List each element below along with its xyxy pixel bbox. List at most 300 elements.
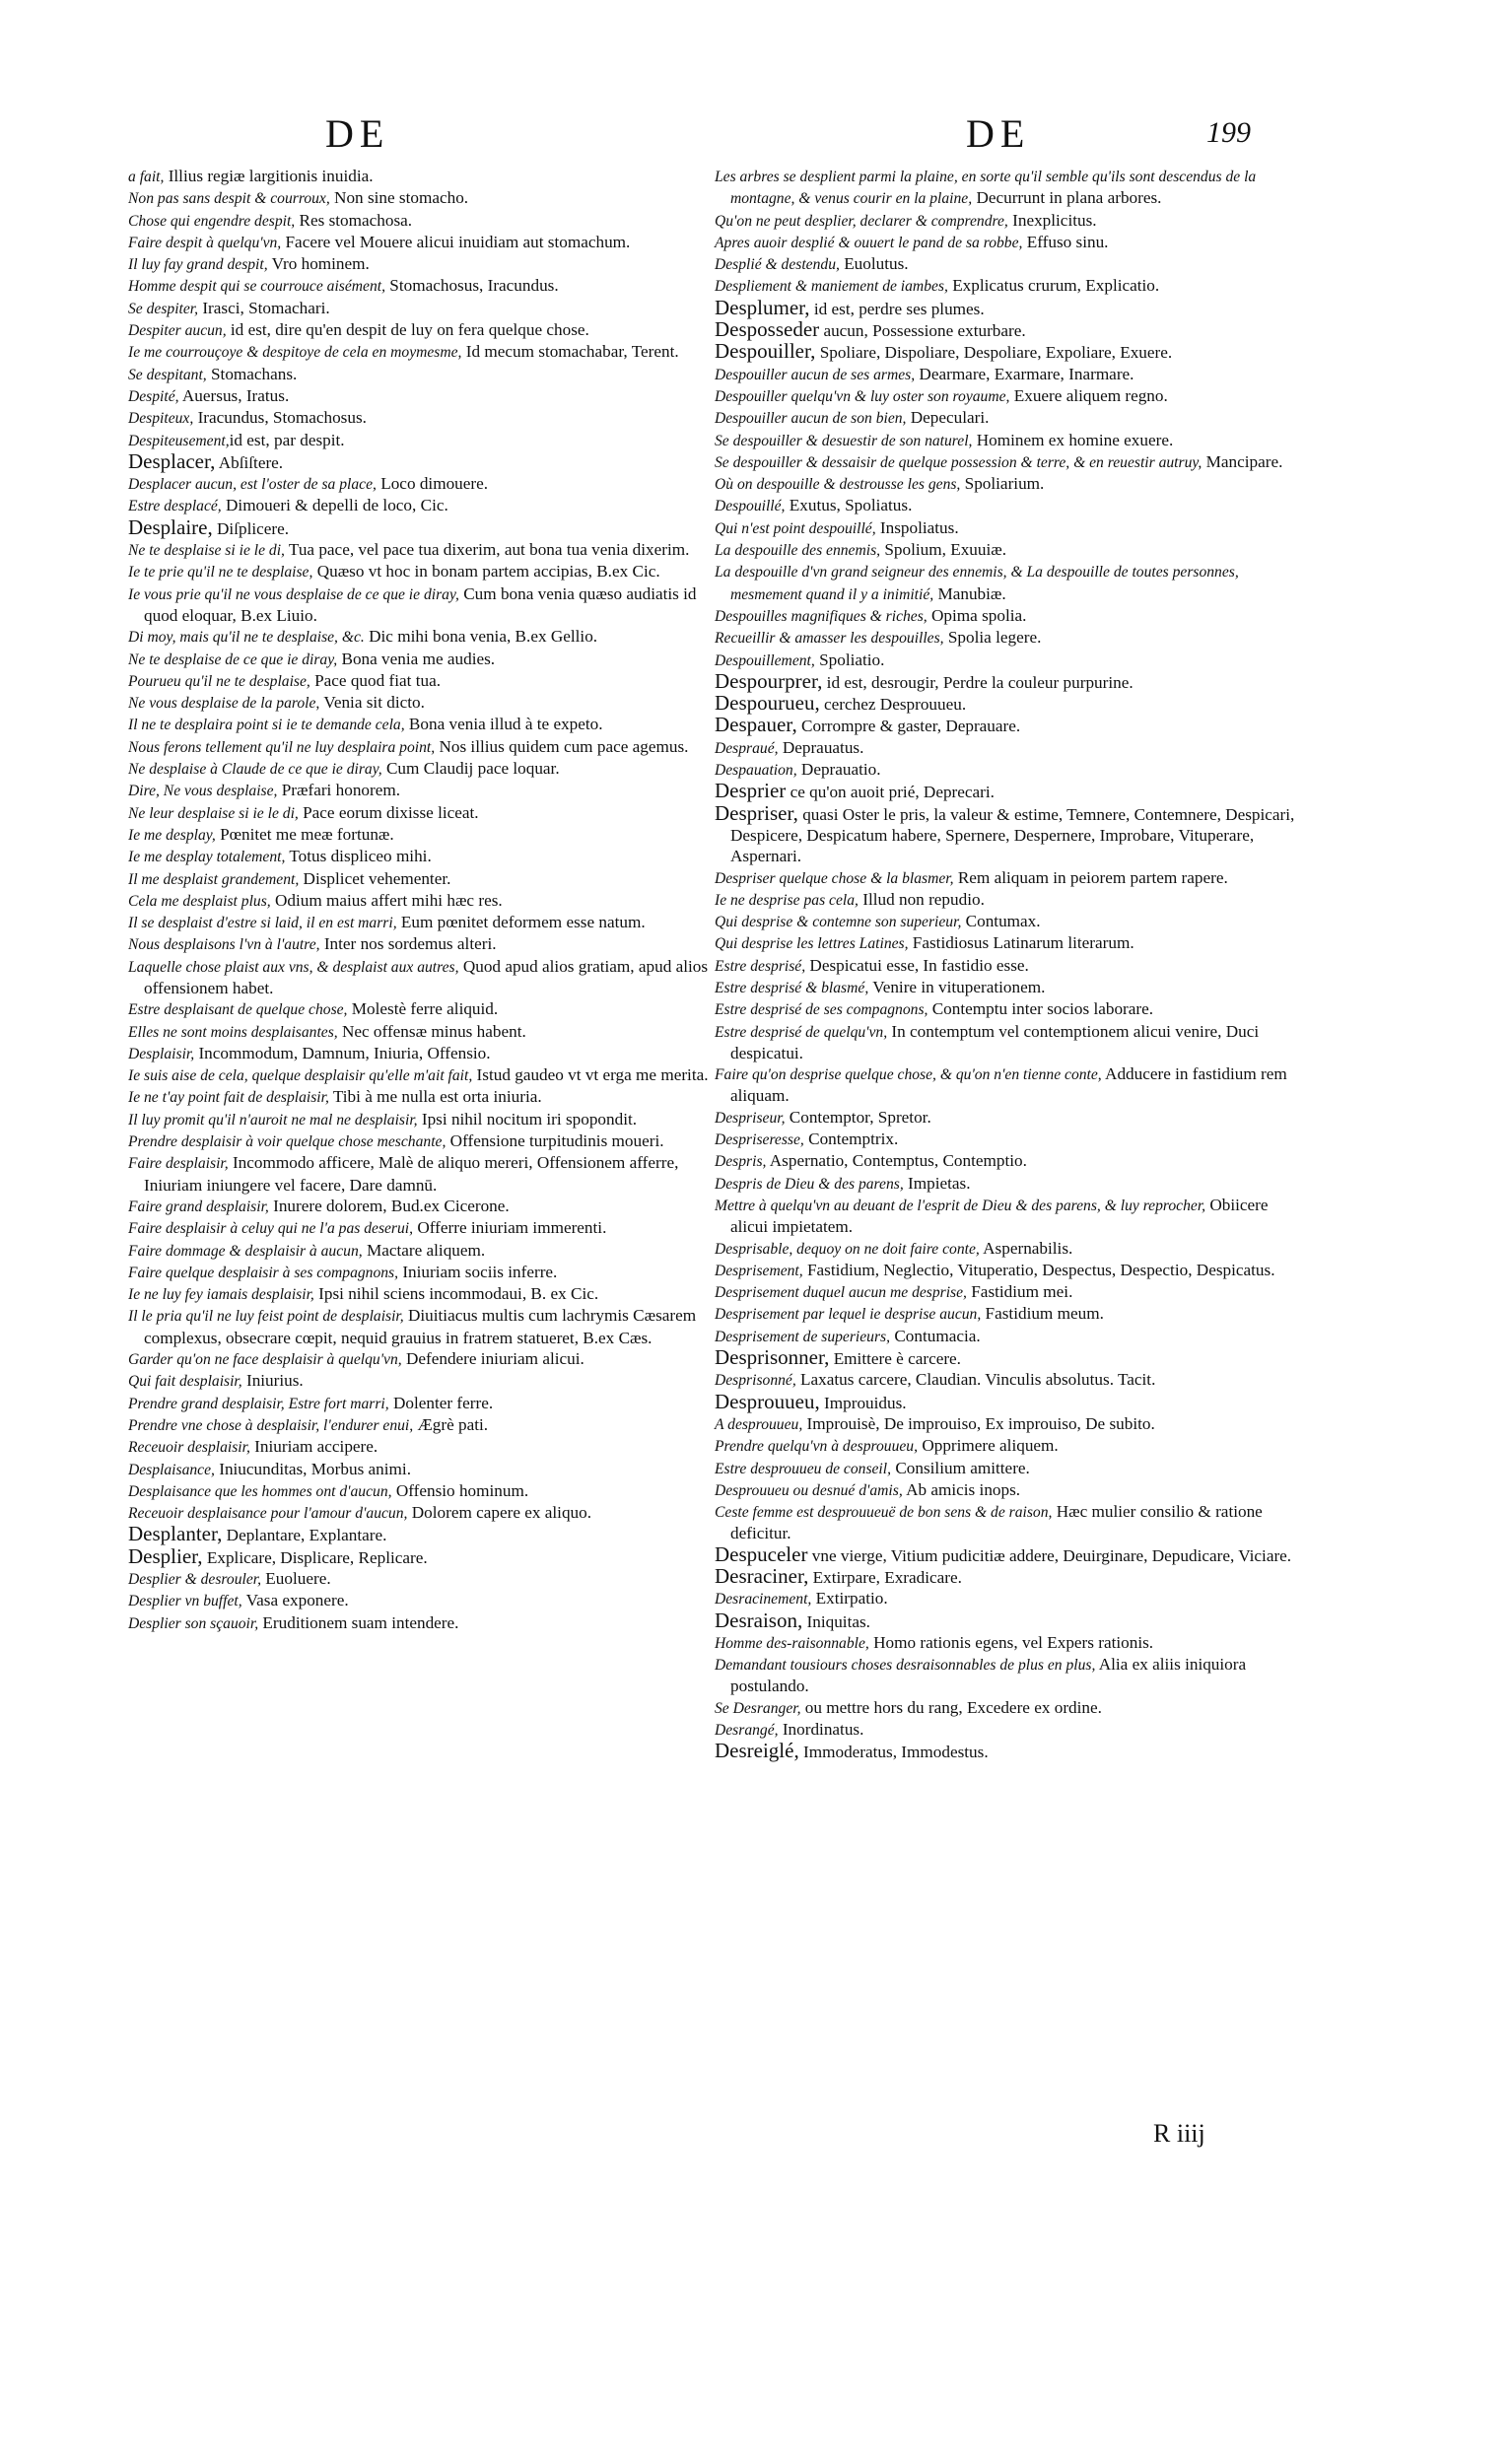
entry-latin: ce qu'on auoit prié, Deprecari. bbox=[786, 783, 995, 802]
entry-latin: Vasa exponere. bbox=[241, 1591, 349, 1610]
entry-latin: Contemptu inter socios laborare. bbox=[928, 999, 1154, 1019]
dictionary-entry bbox=[715, 1369, 1296, 1391]
entry-latin: Dolenter ferre. bbox=[388, 1393, 494, 1412]
dictionary-entry bbox=[715, 451, 1296, 473]
entry-french: Elles ne sont moins desplaisantes, bbox=[128, 1023, 338, 1041]
dictionary-entry bbox=[128, 1064, 710, 1086]
dictionary-entry bbox=[715, 1238, 1296, 1260]
dictionary-entry bbox=[128, 275, 710, 297]
entry-french: Estre desplaisant de quelque chose, bbox=[128, 1001, 348, 1019]
dictionary-entry bbox=[715, 605, 1296, 627]
dictionary-entry bbox=[128, 1086, 710, 1108]
entry-french: Mettre à quelqu'vn au deuant de l'esprit de Dieu & des parens, & luy reprocher, bbox=[715, 1197, 1206, 1214]
dictionary-entry bbox=[128, 430, 710, 451]
entry-headword: Desraciner, bbox=[715, 1564, 809, 1588]
entry-french: Desprouueu ou desnué d'amis, bbox=[715, 1481, 903, 1499]
entry-latin: Odium maius affert mihi hæc res. bbox=[270, 890, 503, 910]
entry-latin: Effuso sinu. bbox=[1022, 232, 1109, 251]
dictionary-entry bbox=[128, 539, 710, 561]
entry-latin: Displicet vehementer. bbox=[299, 868, 451, 888]
dictionary-entry bbox=[128, 407, 710, 429]
entry-french: Qu'on ne peut desplier, declarer & comprendre, bbox=[715, 212, 1008, 230]
dictionary-entry bbox=[128, 890, 710, 912]
entry-french: Desrangé, bbox=[715, 1722, 779, 1740]
entry-french: Desprisement de superieurs, bbox=[715, 1328, 891, 1345]
entry-latin: Diuitiacus multis cum lachrymis Cæsarem complexus, obsecrare cœpit, nequid grauius in fratrem statueret, B.ex Cæs. bbox=[144, 1306, 697, 1347]
entry-french: Qui n'est point despouillé, bbox=[715, 519, 876, 537]
entry-french: Estre desprisé de ses compagnons, bbox=[715, 1001, 928, 1019]
entry-french: Desprisonné, bbox=[715, 1372, 796, 1390]
entry-latin: quasi Oster le pris, la valeur & estime, Temnere, Contemnere, Despicari, Despicere, Despicatum habere, Spernere, Despernere, Improbare, Vituperare, Aspernari. bbox=[730, 804, 1295, 866]
dictionary-entry bbox=[715, 889, 1296, 911]
entry-latin: Cum bona venia quæso audiatis id quod eloquar, B.ex Liuio. bbox=[144, 583, 697, 625]
dictionary-entry bbox=[128, 210, 710, 232]
dictionary-entry bbox=[128, 758, 710, 780]
dictionary-entry bbox=[128, 1348, 710, 1370]
entry-latin: Immoderatus, Immodestus. bbox=[798, 1743, 989, 1762]
dictionary-entry bbox=[715, 650, 1296, 671]
entry-french: Despouiller aucun de son bien, bbox=[715, 410, 907, 428]
entry-headword: Desprouueu, bbox=[715, 1389, 820, 1413]
dictionary-entry bbox=[715, 319, 1296, 341]
dictionary-entry bbox=[715, 1347, 1296, 1369]
entry-latin: Auersus, Iratus. bbox=[178, 385, 290, 405]
entry-headword: Desplanter, bbox=[128, 1522, 223, 1546]
entry-latin: id est, dire qu'en despit de luy on fera quelque chose. bbox=[226, 320, 589, 340]
dictionary-entry bbox=[128, 714, 710, 735]
header-right: DE bbox=[966, 111, 1031, 156]
dictionary-entry bbox=[128, 670, 710, 692]
entry-french: Despriseresse, bbox=[715, 1131, 804, 1149]
entry-french: Il ne te desplaira point si ie te demande cela, bbox=[128, 717, 405, 734]
entry-headword: Desplumer, bbox=[715, 295, 810, 319]
entry-french: Ie me courrouçoye & despitoye de cela en moymesme, bbox=[128, 344, 462, 362]
dictionary-entry bbox=[128, 1196, 710, 1217]
dictionary-entry bbox=[128, 232, 710, 253]
entry-french: Non pas sans despit & courroux, bbox=[128, 190, 330, 208]
entry-french: Estre desprouueu de conseil, bbox=[715, 1460, 892, 1477]
dictionary-entry bbox=[715, 1719, 1296, 1741]
dictionary-entry bbox=[128, 319, 710, 341]
dictionary-entry bbox=[128, 1283, 710, 1305]
entry-latin: Bona venia illud à te expeto. bbox=[404, 715, 603, 734]
entry-latin: Euolutus. bbox=[839, 254, 909, 274]
dictionary-entry bbox=[715, 1632, 1296, 1654]
entry-latin: Illius regiæ largitionis inuidia. bbox=[164, 167, 374, 185]
dictionary-entry bbox=[715, 1107, 1296, 1129]
entry-latin: Dolorem capere ex aliquo. bbox=[407, 1503, 592, 1523]
entry-french: Estre desprisé & blasmé, bbox=[715, 979, 869, 996]
dictionary-entry bbox=[715, 668, 1296, 693]
entry-latin: Dic mihi bona venia, B.ex Gellio. bbox=[364, 627, 598, 647]
entry-latin: Emittere è carcere. bbox=[829, 1349, 961, 1369]
entry-french: Demandant tousiours choses desraisonnables de plus en plus, bbox=[715, 1657, 1096, 1675]
entry-french: Desplacer aucun, est l'oster de sa place, bbox=[128, 476, 377, 494]
dictionary-entry bbox=[128, 1568, 710, 1590]
left-column bbox=[128, 166, 710, 1634]
entry-latin: Tua pace, vel pace tua dixerim, aut bona tua venia dixerim. bbox=[284, 540, 690, 560]
entry-headword: Desplacer, bbox=[128, 448, 216, 473]
dictionary-entry bbox=[128, 736, 710, 758]
entry-french: Ie suis aise de cela, quelque desplaisir qu'elle m'ait fait, bbox=[128, 1067, 473, 1085]
dictionary-entry bbox=[128, 998, 710, 1020]
entry-latin: Corrompre & gaster, Deprauare. bbox=[796, 717, 1021, 736]
dictionary-entry bbox=[715, 495, 1296, 516]
entry-french: Prendre quelqu'vn à desprouueu, bbox=[715, 1438, 919, 1456]
entry-french: Receuoir desplaisance pour l'amour d'aucun, bbox=[128, 1505, 408, 1523]
dictionary-entry bbox=[715, 275, 1296, 297]
dictionary-entry bbox=[128, 1370, 710, 1392]
dictionary-entry bbox=[715, 1195, 1296, 1238]
entry-latin: Stomachosus, Iracundus. bbox=[385, 276, 559, 296]
entry-latin: Nec offensæ minus habent. bbox=[337, 1021, 526, 1041]
entry-headword: Desplaire, bbox=[128, 514, 213, 539]
entry-french: Despriseur, bbox=[715, 1109, 786, 1127]
entry-headword: Despriser, bbox=[715, 800, 798, 825]
entry-french: Desplié & destendu, bbox=[715, 256, 840, 274]
entry-latin: Fastidium, Neglectio, Vituperatio, Despectus, Despectio, Despicatus. bbox=[802, 1260, 1275, 1279]
dictionary-entry bbox=[128, 514, 710, 539]
dictionary-entry bbox=[715, 1741, 1296, 1762]
dictionary-entry bbox=[715, 517, 1296, 539]
dictionary-entry bbox=[715, 341, 1296, 363]
entry-french: Despiteux, bbox=[128, 410, 194, 428]
entry-latin: Obiicere alicui impietatem. bbox=[730, 1195, 1269, 1237]
entry-latin: Depeculari. bbox=[906, 408, 990, 428]
dictionary-entry bbox=[715, 1435, 1296, 1457]
dictionary-entry bbox=[128, 933, 710, 955]
entry-latin: Venia sit dicto. bbox=[319, 693, 425, 713]
dictionary-entry bbox=[128, 1590, 710, 1611]
dictionary-entry bbox=[715, 407, 1296, 429]
entry-latin: Molestè ferre aliquid. bbox=[347, 999, 499, 1019]
page-number: 199 bbox=[1206, 116, 1251, 149]
entry-latin: Euoluere. bbox=[261, 1569, 331, 1588]
entry-latin: Contumacia. bbox=[890, 1326, 981, 1345]
signature-mark: R iiij bbox=[1153, 2119, 1205, 2148]
entry-latin: Consilium amittere. bbox=[891, 1458, 1030, 1477]
entry-french: a fait, bbox=[128, 169, 165, 185]
entry-french: Desplier & desrouler, bbox=[128, 1571, 261, 1588]
dictionary-entry bbox=[715, 627, 1296, 649]
entry-latin: Iniucunditas, Morbus animi. bbox=[214, 1459, 411, 1478]
entry-french: Se despouiller & dessaisir de quelque possession & terre, & en reuestir autruy, bbox=[715, 453, 1203, 471]
dictionary-entry bbox=[715, 539, 1296, 561]
entry-french: Prendre desplaisir à voir quelque chose meschante, bbox=[128, 1133, 447, 1151]
entry-french: Faire qu'on desprise quelque chose, & qu'on n'en tienne conte, bbox=[715, 1066, 1102, 1084]
entry-french: Despité, bbox=[128, 387, 179, 405]
entry-latin: vne vierge, Vitium pudicitiæ addere, Deuirginare, Depudicare, Viciare. bbox=[807, 1545, 1292, 1565]
dictionary-entry bbox=[128, 1436, 710, 1458]
dictionary-entry bbox=[715, 1260, 1296, 1281]
entry-headword: Desplier, bbox=[128, 1543, 203, 1568]
dictionary-entry bbox=[715, 364, 1296, 385]
entry-latin: Opima spolia. bbox=[927, 605, 1027, 625]
entry-french: Despouiller quelqu'vn & luy oster son royaume, bbox=[715, 387, 1010, 405]
entry-latin: Hominem ex homine exuere. bbox=[972, 430, 1174, 449]
dictionary-entry bbox=[128, 341, 710, 363]
entry-latin: Nos illius quidem cum pace agemus. bbox=[435, 736, 689, 756]
entry-latin: Inordinatus. bbox=[778, 1720, 864, 1740]
entry-french: Ie vous prie qu'il ne vous desplaise de ce que ie diray, bbox=[128, 585, 459, 603]
entry-french: A desprouueu, bbox=[715, 1415, 803, 1433]
dictionary-entry bbox=[715, 737, 1296, 759]
entry-french: Ie ne desprise pas cela, bbox=[715, 891, 859, 909]
entry-latin: Deprauatus. bbox=[778, 737, 864, 757]
entry-headword: Despauer, bbox=[715, 713, 797, 737]
entry-french: Faire desplaisir, bbox=[128, 1155, 229, 1173]
entry-french: Nous ferons tellement qu'il ne luy desplaira point, bbox=[128, 738, 436, 756]
entry-latin: Hæc mulier consilio & ratione deficitur. bbox=[730, 1502, 1263, 1543]
dictionary-entry bbox=[715, 1566, 1296, 1588]
dictionary-entry bbox=[128, 1524, 710, 1545]
dictionary-entry bbox=[128, 780, 710, 801]
dictionary-entry bbox=[715, 1458, 1296, 1479]
entry-latin: Spolium, Exuuiæ. bbox=[880, 540, 1007, 560]
dictionary-entry bbox=[128, 298, 710, 319]
entry-latin: Res stomachosa. bbox=[295, 210, 413, 230]
entry-french: Desplaisir, bbox=[128, 1045, 195, 1062]
entry-headword: Despouiller, bbox=[715, 339, 816, 364]
dictionary-entry bbox=[715, 1610, 1296, 1632]
entry-french: Homme des-raisonnable, bbox=[715, 1634, 869, 1652]
entry-latin: Spoliarium. bbox=[960, 474, 1045, 494]
dictionary-entry bbox=[715, 1326, 1296, 1347]
entry-latin: Offensione turpitudinis moueri. bbox=[446, 1131, 664, 1151]
dictionary-entry bbox=[715, 1697, 1296, 1719]
dictionary-entry bbox=[128, 1021, 710, 1043]
entry-latin: Stomachans. bbox=[206, 364, 298, 383]
entry-latin: Rem aliquam in peiorem partem rapere. bbox=[953, 867, 1228, 887]
dictionary-entry bbox=[715, 1021, 1296, 1064]
entry-latin: Abſiſtere. bbox=[215, 452, 284, 472]
entry-latin: Extirpatio. bbox=[811, 1589, 888, 1608]
entry-french: Desplier vn buffet, bbox=[128, 1593, 242, 1610]
entry-latin: Ipsi nihil sciens incommodaui, B. ex Cic. bbox=[313, 1284, 599, 1304]
dictionary-entry bbox=[128, 448, 710, 473]
entry-french: Qui desprise & contemne son superieur, bbox=[715, 914, 962, 931]
dictionary-entry bbox=[715, 1129, 1296, 1150]
entry-latin: Aspernatio, Contemptus, Contemptio. bbox=[766, 1151, 1027, 1171]
entry-latin: ou mettre hors du rang, Excedere ex ordine. bbox=[800, 1697, 1102, 1717]
entry-latin: Id mecum stomachabar, Terent. bbox=[461, 342, 679, 362]
entry-latin: Facere vel Mouere alicui inuidiam aut stomachum. bbox=[281, 232, 631, 251]
entry-french: Despraué, bbox=[715, 739, 779, 757]
entry-headword: Despourueu, bbox=[715, 691, 820, 716]
entry-french: Ne desplaise à Claude de ce que ie diray, bbox=[128, 761, 382, 779]
entry-latin: Cum Claudij pace loquar. bbox=[381, 759, 560, 779]
entry-latin: Istud gaudeo vt vt erga me merita. bbox=[472, 1065, 709, 1085]
entry-latin: Contumax. bbox=[961, 912, 1041, 931]
entry-french: Où on despouille & destrousse les gens, bbox=[715, 476, 961, 494]
dictionary-entry bbox=[128, 626, 710, 648]
entry-latin: Irasci, Stomachari. bbox=[198, 298, 330, 317]
entry-latin: Ab amicis inops. bbox=[902, 1479, 1021, 1499]
entry-latin: id est, par despit. bbox=[229, 430, 345, 449]
entry-french: Ne vous desplaise de la parole, bbox=[128, 695, 320, 713]
dictionary-entry bbox=[128, 253, 710, 275]
entry-latin: Bona venia me audies. bbox=[337, 649, 496, 668]
dictionary-entry bbox=[128, 1459, 710, 1480]
entry-french: Faire despit à quelqu'vn, bbox=[128, 234, 282, 251]
entry-latin: Offensio hominum. bbox=[391, 1480, 529, 1500]
dictionary-entry bbox=[715, 1501, 1296, 1544]
dictionary-entry bbox=[715, 295, 1296, 319]
entry-latin: Totus displiceo mihi. bbox=[285, 847, 432, 866]
entry-french: Desprisement, bbox=[715, 1262, 803, 1279]
entry-latin: Pace eorum dixisse liceat. bbox=[298, 802, 479, 822]
entry-latin: Illud non repudio. bbox=[858, 889, 985, 909]
entry-latin: aucun, Possessione exturbare. bbox=[819, 321, 1026, 341]
dictionary-entry bbox=[715, 715, 1296, 736]
entry-french: Ie me desplay totalement, bbox=[128, 849, 286, 866]
dictionary-entry bbox=[128, 649, 710, 670]
entry-headword: Despuceler bbox=[715, 1541, 808, 1566]
dictionary-entry bbox=[715, 911, 1296, 932]
entry-french: Desplaisance, bbox=[128, 1461, 215, 1478]
entry-french: Ie me desplay, bbox=[128, 826, 216, 844]
entry-latin: Defendere iniuriam alicui. bbox=[401, 1349, 584, 1369]
entry-latin: Loco dimouere. bbox=[376, 474, 489, 494]
entry-latin: Quæso vt hoc in bonam partem accipias, B.ex Cic. bbox=[312, 562, 660, 582]
dictionary-entry bbox=[715, 561, 1296, 605]
dictionary-entry bbox=[715, 977, 1296, 998]
entry-headword: Desposseder bbox=[715, 317, 820, 342]
entry-latin: Contemptrix. bbox=[803, 1129, 899, 1149]
entry-french: Prendre grand desplaisir, Estre fort marri, bbox=[128, 1395, 389, 1412]
entry-latin: Inurere dolorem, Bud.ex Cicerone. bbox=[268, 1196, 510, 1215]
dictionary-entry bbox=[128, 187, 710, 209]
dictionary-entry bbox=[715, 998, 1296, 1020]
entry-french: Les arbres se desplient parmi la plaine, en sorte qu'il semble qu'ils sont descendus de la montagne, & venus courir en la plaine, bbox=[715, 169, 1257, 208]
entry-french: Qui fait desplaisir, bbox=[128, 1373, 242, 1391]
dictionary-entry bbox=[128, 1152, 710, 1196]
dictionary-entry bbox=[715, 1150, 1296, 1172]
entry-latin: id est, desrougir, Perdre la couleur purpurine. bbox=[822, 672, 1134, 692]
entry-latin: Fastidium meum. bbox=[981, 1304, 1104, 1324]
entry-headword: Despourprer, bbox=[715, 668, 823, 693]
entry-latin: Mancipare. bbox=[1202, 451, 1283, 471]
entry-french: Dire, Ne vous desplaise, bbox=[128, 783, 278, 800]
entry-latin: Aspernabilis. bbox=[979, 1238, 1073, 1258]
dictionary-entry bbox=[128, 1043, 710, 1064]
dictionary-entry bbox=[715, 781, 1296, 802]
dictionary-entry bbox=[128, 1502, 710, 1524]
entry-french: Ne te desplaise si ie le di, bbox=[128, 542, 285, 560]
entry-latin: Spoliatio. bbox=[814, 650, 885, 669]
dictionary-entry bbox=[128, 1305, 710, 1348]
entry-latin: Inter nos sordemus alteri. bbox=[319, 934, 497, 954]
entry-latin: Iniuriam sociis inferre. bbox=[398, 1262, 558, 1281]
dictionary-entry bbox=[128, 1109, 710, 1130]
entry-latin: id est, perdre ses plumes. bbox=[809, 299, 985, 318]
entry-latin: In contemptum vel contemptionem alicui venire, Duci despicatui. bbox=[730, 1021, 1260, 1062]
entry-latin: Pœnitet me meæ fortunæ. bbox=[215, 824, 394, 844]
dictionary-entry bbox=[128, 1217, 710, 1239]
entry-latin: Pace quod fiat tua. bbox=[309, 670, 442, 690]
dictionary-entry bbox=[128, 956, 710, 999]
dictionary-entry bbox=[715, 1479, 1296, 1501]
dictionary-entry bbox=[715, 473, 1296, 495]
entry-latin: Vro hominem. bbox=[267, 254, 370, 274]
entry-french: Se Desranger, bbox=[715, 1699, 801, 1717]
entry-french: Despriser quelque chose & la blasmer, bbox=[715, 869, 954, 887]
dictionary-entry bbox=[128, 166, 710, 187]
entry-latin: Ipsi nihil nocitum iri spopondit. bbox=[417, 1109, 638, 1129]
entry-latin: Exuere aliquem regno. bbox=[1009, 385, 1168, 405]
entry-latin: Spolia legere. bbox=[943, 628, 1042, 648]
entry-french: Il le pria qu'il ne luy feist point de desplaisir, bbox=[128, 1308, 404, 1326]
entry-french: Nous desplaisons l'vn à l'autre, bbox=[128, 936, 320, 954]
entry-latin: Dimoueri & depelli de loco, Cic. bbox=[221, 496, 448, 515]
entry-latin: Mactare aliquem. bbox=[362, 1240, 486, 1260]
entry-french: Homme despit qui se courrouce aisément, bbox=[128, 278, 385, 296]
entry-french: Garder qu'on ne face desplaisir à quelqu'vn, bbox=[128, 1351, 402, 1369]
entry-latin: Præfari honorem. bbox=[277, 781, 401, 800]
entry-french: Ie te prie qu'il ne te desplaise, bbox=[128, 564, 313, 582]
entry-latin: Non sine stomacho. bbox=[329, 188, 469, 208]
entry-headword: Desraison, bbox=[715, 1608, 803, 1632]
entry-french: Desracinement, bbox=[715, 1591, 812, 1608]
entry-latin: Adducere in fastidium rem aliquam. bbox=[730, 1064, 1287, 1106]
dictionary-entry bbox=[128, 692, 710, 714]
dictionary-entry bbox=[715, 1654, 1296, 1697]
dictionary-entry bbox=[128, 846, 710, 867]
entry-latin: Incommodum, Damnum, Iniuria, Offensio. bbox=[194, 1043, 491, 1062]
dictionary-entry bbox=[128, 912, 710, 933]
dictionary-entry bbox=[715, 166, 1296, 210]
dictionary-entry bbox=[715, 1303, 1296, 1325]
dictionary-entry bbox=[128, 583, 710, 627]
entry-latin: Explicatus crurum, Explicatio. bbox=[947, 276, 1160, 296]
dictionary-entry bbox=[128, 1240, 710, 1262]
entry-french: Despouillé, bbox=[715, 498, 786, 515]
entry-french: Despouilles magnifiques & riches, bbox=[715, 607, 928, 625]
dictionary-entry bbox=[128, 1480, 710, 1502]
entry-french: Ie ne t'ay point fait de desplaisir, bbox=[128, 1089, 329, 1107]
dictionary-entry bbox=[715, 759, 1296, 781]
dictionary-entry bbox=[128, 868, 710, 890]
entry-latin: Despicatui esse, In fastidio esse. bbox=[805, 955, 1029, 975]
entry-latin: Spoliare, Dispoliare, Despoliare, Expoliare, Exuere. bbox=[815, 343, 1173, 363]
dictionary-entry bbox=[715, 1173, 1296, 1195]
dictionary-entry bbox=[715, 800, 1296, 867]
entry-headword: Desprisonner, bbox=[715, 1345, 830, 1370]
dictionary-entry bbox=[128, 1543, 710, 1568]
dictionary-entry bbox=[128, 385, 710, 407]
entry-latin: Deplantare, Explantare. bbox=[222, 1526, 387, 1545]
dictionary-entry bbox=[715, 1281, 1296, 1303]
entry-french: Desprisement par lequel ie desprise aucun, bbox=[715, 1306, 982, 1324]
entry-french: La despouille d'vn grand seigneur des ennemis, & La despouille de toutes personnes, mesmement quand il y a inimitié, bbox=[715, 564, 1239, 603]
dictionary-entry bbox=[715, 955, 1296, 977]
dictionary-entry bbox=[128, 824, 710, 846]
right-column bbox=[715, 166, 1296, 1763]
entry-latin: Manubiæ. bbox=[933, 583, 1006, 603]
entry-french: Despris, bbox=[715, 1153, 767, 1171]
entry-french: Il me desplaist grandement, bbox=[128, 870, 300, 888]
dictionary-entry bbox=[128, 495, 710, 516]
entry-french: Se despitant, bbox=[128, 366, 207, 383]
header-left: DE bbox=[325, 111, 390, 156]
entry-french: Desprisable, dequoy on ne doit faire conte, bbox=[715, 1240, 980, 1258]
dictionary-entry bbox=[715, 430, 1296, 451]
entry-french: Desplier son sçauoir, bbox=[128, 1614, 259, 1632]
entry-latin: Decurrunt in plana arbores. bbox=[972, 188, 1162, 208]
entry-french: Di moy, mais qu'il ne te desplaise, &c. bbox=[128, 629, 365, 647]
dictionary-entry bbox=[128, 802, 710, 824]
dictionary-entry bbox=[128, 473, 710, 495]
